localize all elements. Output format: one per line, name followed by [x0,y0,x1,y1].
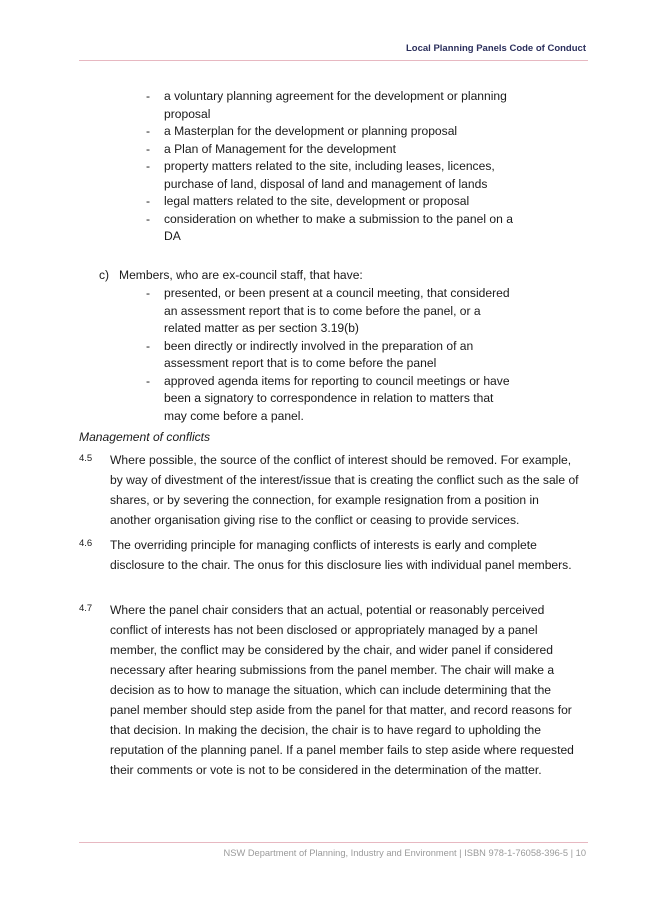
list-b-continued [146,88,516,246]
paragraph-number: 4.5 [79,453,93,464]
list-item: - consideration on whether to make a submission to the panel on a DA [146,211,513,243]
list-item-text: been directly or indirectly involved in the preparation of an assessment report that is to come before the panel [164,338,474,370]
list-item-c [99,267,363,285]
paragraph-text: Where possible, the source of the conflict of interest should be removed. For example, by way of divestment of the interest/issue that is creating the conflict such as the sale of shares, or by severing the connection, for example resignation from a position in another organisation giving rise to the conflict or ceasing to provide services. [110,453,579,527]
list-item-text: a Plan of Management for the development [164,141,396,156]
list-item-text: legal matters related to the site, development or proposal [164,194,470,208]
list-item: - property matters related to the site, including leases, licences, purchase of land, disposal of land and management of lands [146,159,495,191]
paragraph-text: Where the panel chair considers that an actual, potential or reasonably perceived conflict of interests has not been disclosed or appropriately managed by a panel member, the conflict may be considered by the chair, and wider panel if considered necessary after hearing submissions from the panel member. The chair will make a decision as to how to manage the situation, which can include determining that the panel member should step aside from the panel for that matter, and record reasons for that decision. In making the decision, the chair is to have regard to upholding the reputation of the planning panel. If a panel member fails to step aside where requested their comments or vote is not to be considered in the determination of the matter. [110,603,574,777]
paragraph-4-6 [79,535,579,575]
list-item: - been directly or indirectly involved in the preparation of an assessment report that is to come before the panel [146,338,474,370]
list-item-text: presented, or been present at a council meeting, that considered an assessment report that is to come before the panel, or a related matter as per section 3.19(b) [164,286,510,335]
list-item-text: consideration on whether to make a submission to the panel on a DA [164,211,513,243]
list-item-text: a Masterplan for the development or planning proposal [164,124,458,138]
paragraph-4-7 [79,600,579,780]
list-c-bullets [146,285,518,425]
section-subheading: Management of conflicts [79,430,211,444]
list-item-c-text: Members, who are ex-council staff, that have: [119,268,363,282]
header-divider [79,60,588,61]
paragraph-number: 4.6 [79,538,93,549]
list-item: - approved agenda items for reporting to council meetings or have been a signatory to correspondence in relation to matters that may come before a panel. [146,373,510,423]
footer-divider [79,842,588,843]
list-item-text: approved agenda items for reporting to council meetings or have been a signatory to correspondence in relation to matters that may come before a panel. [164,373,510,423]
list-item-text: property matters related to the site, including leases, licences, purchase of land, disposal of land and management of lands [164,159,495,191]
list-item: - presented, or been present at a council meeting, that considered an assessment report that is to come before the panel, or a related matter as per section 3.19(b) [146,286,510,335]
list-item: - a Masterplan for the development or planning proposal [146,124,458,138]
footer-text: NSW Department of Planning, Industry and Environment | ISBN 978-1-76058-396-5 | 10 [223,848,586,858]
list-item: - a voluntary planning agreement for the development or planning proposal [146,89,507,121]
running-header-title: Local Planning Panels Code of Conduct [406,43,586,54]
list-item-text: a voluntary planning agreement for the development or planning proposal [164,89,507,121]
paragraph-4-5 [79,450,579,530]
paragraph-text: The overriding principle for managing conflicts of interests is early and complete disclosure to the chair. The onus for this disclosure lies with individual panel members. [110,538,572,572]
list-item: - a Plan of Management for the development [146,141,396,156]
list-item-letter: c) [99,268,110,282]
paragraph-number: 4.7 [79,603,93,614]
list-item: - legal matters related to the site, development or proposal [146,194,470,208]
